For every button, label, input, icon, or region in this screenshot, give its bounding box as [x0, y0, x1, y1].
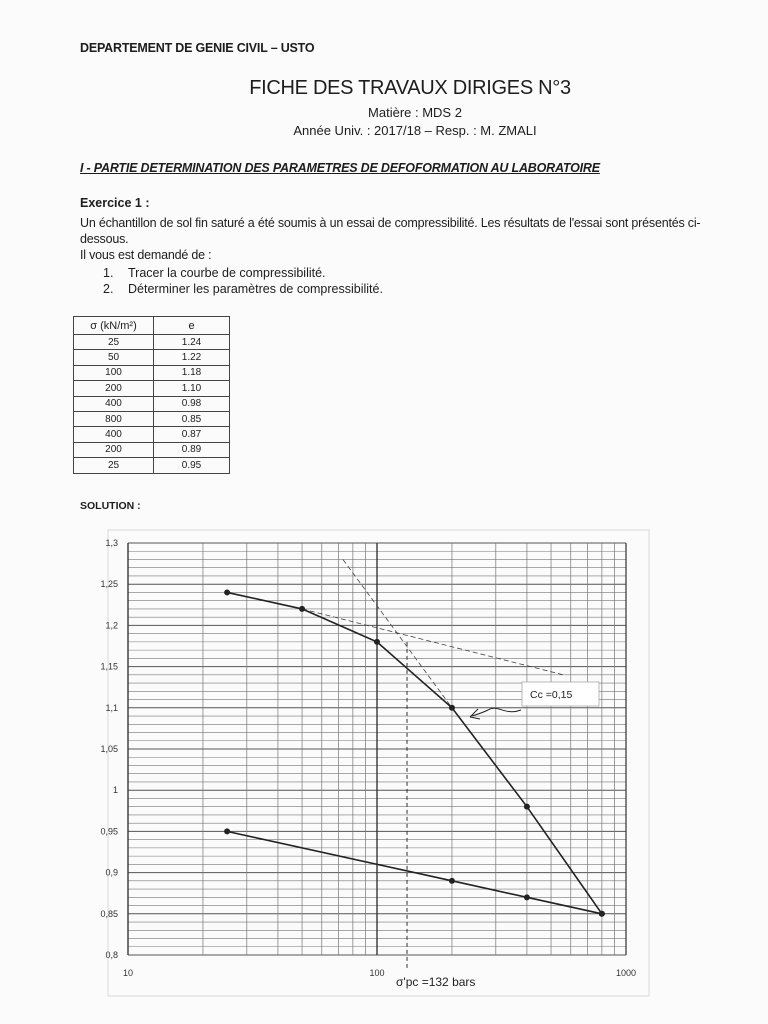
cc-label: Cc =0,15	[530, 689, 573, 701]
data-point	[374, 639, 380, 645]
chart-frame	[108, 530, 649, 996]
preconsolidation-label: σ'pc =132 bars	[396, 975, 476, 989]
data-point	[449, 878, 455, 884]
y-tick-label: 0,9	[105, 867, 118, 878]
cell-sigma: 100	[74, 365, 154, 380]
cell-e: 0.85	[154, 411, 230, 426]
data-point	[449, 705, 455, 711]
data-point	[524, 804, 530, 810]
exercise-title: Exercice 1 :	[80, 196, 150, 210]
document-title: FICHE DES TRAVAUX DIRIGES N°3	[249, 77, 571, 99]
data-point	[524, 894, 530, 900]
cell-sigma: 800	[74, 411, 154, 426]
y-tick-label: 1,1	[105, 702, 118, 713]
solution-label: SOLUTION :	[80, 500, 141, 512]
cell-sigma: 400	[74, 427, 154, 442]
cell-e: 0.87	[154, 427, 230, 442]
cell-sigma: 200	[74, 442, 154, 457]
task-item: 1. Tracer la courbe de compressibilité.	[103, 266, 326, 280]
cell-e: 1.22	[154, 350, 230, 365]
exercise-paragraph: Un échantillon de sol fin saturé a été soumis à un essai de compressibilité. Les résultats de l'essai sont présentés ci-dessous.	[80, 216, 701, 246]
subject-line: Matière : MDS 2	[368, 105, 462, 120]
cc-arrow	[472, 708, 521, 716]
cell-e: 0.89	[154, 442, 230, 457]
cell-sigma: 400	[74, 396, 154, 411]
x-tick-label: 100	[369, 968, 385, 978]
y-tick-label: 1,3	[105, 538, 118, 548]
y-tick-label: 1	[112, 785, 118, 796]
cell-e: 0.95	[154, 458, 230, 473]
y-tick-label: 1,25	[100, 579, 118, 590]
y-tick-label: 0,8	[105, 950, 118, 960]
header-e: e	[154, 317, 230, 335]
x-tick-label: 10	[122, 968, 134, 978]
task-item: 2. Déterminer les paramètres de compressibilité.	[103, 282, 383, 296]
data-point	[224, 828, 230, 834]
exercise-instruction: Il vous est demandé de :	[80, 248, 212, 262]
cell-e: 1.24	[154, 335, 230, 350]
cell-sigma: 200	[74, 381, 154, 396]
data-point	[599, 911, 605, 917]
y-tick-label: 0,85	[100, 908, 118, 919]
cell-e: 0.98	[154, 396, 230, 411]
y-tick-label: 1,05	[100, 744, 118, 754]
year-line: Année Univ. : 2017/18 – Resp. : M. ZMALI	[293, 123, 537, 138]
header-sigma: σ (kN/m²)	[74, 317, 154, 335]
cell-sigma: 50	[74, 350, 154, 365]
y-tick-label: 0,95	[100, 826, 118, 837]
x-tick-label: 1000	[615, 968, 637, 978]
section-title: I - PARTIE DETERMINATION DES PARAMETRES DE DEFOFORMATION AU LABORATOIRE	[80, 161, 600, 175]
cell-sigma: 25	[74, 335, 154, 350]
y-tick-label: 1,2	[105, 620, 118, 631]
cell-sigma: 25	[74, 458, 154, 473]
data-point	[224, 589, 230, 595]
cell-e: 1.18	[154, 365, 230, 380]
department-header: DEPARTEMENT DE GENIE CIVIL – USTO	[80, 41, 315, 55]
y-tick-label: 1,15	[100, 661, 118, 672]
data-point	[299, 606, 305, 612]
loading-curve	[227, 592, 602, 913]
cell-e: 1.10	[154, 381, 230, 396]
